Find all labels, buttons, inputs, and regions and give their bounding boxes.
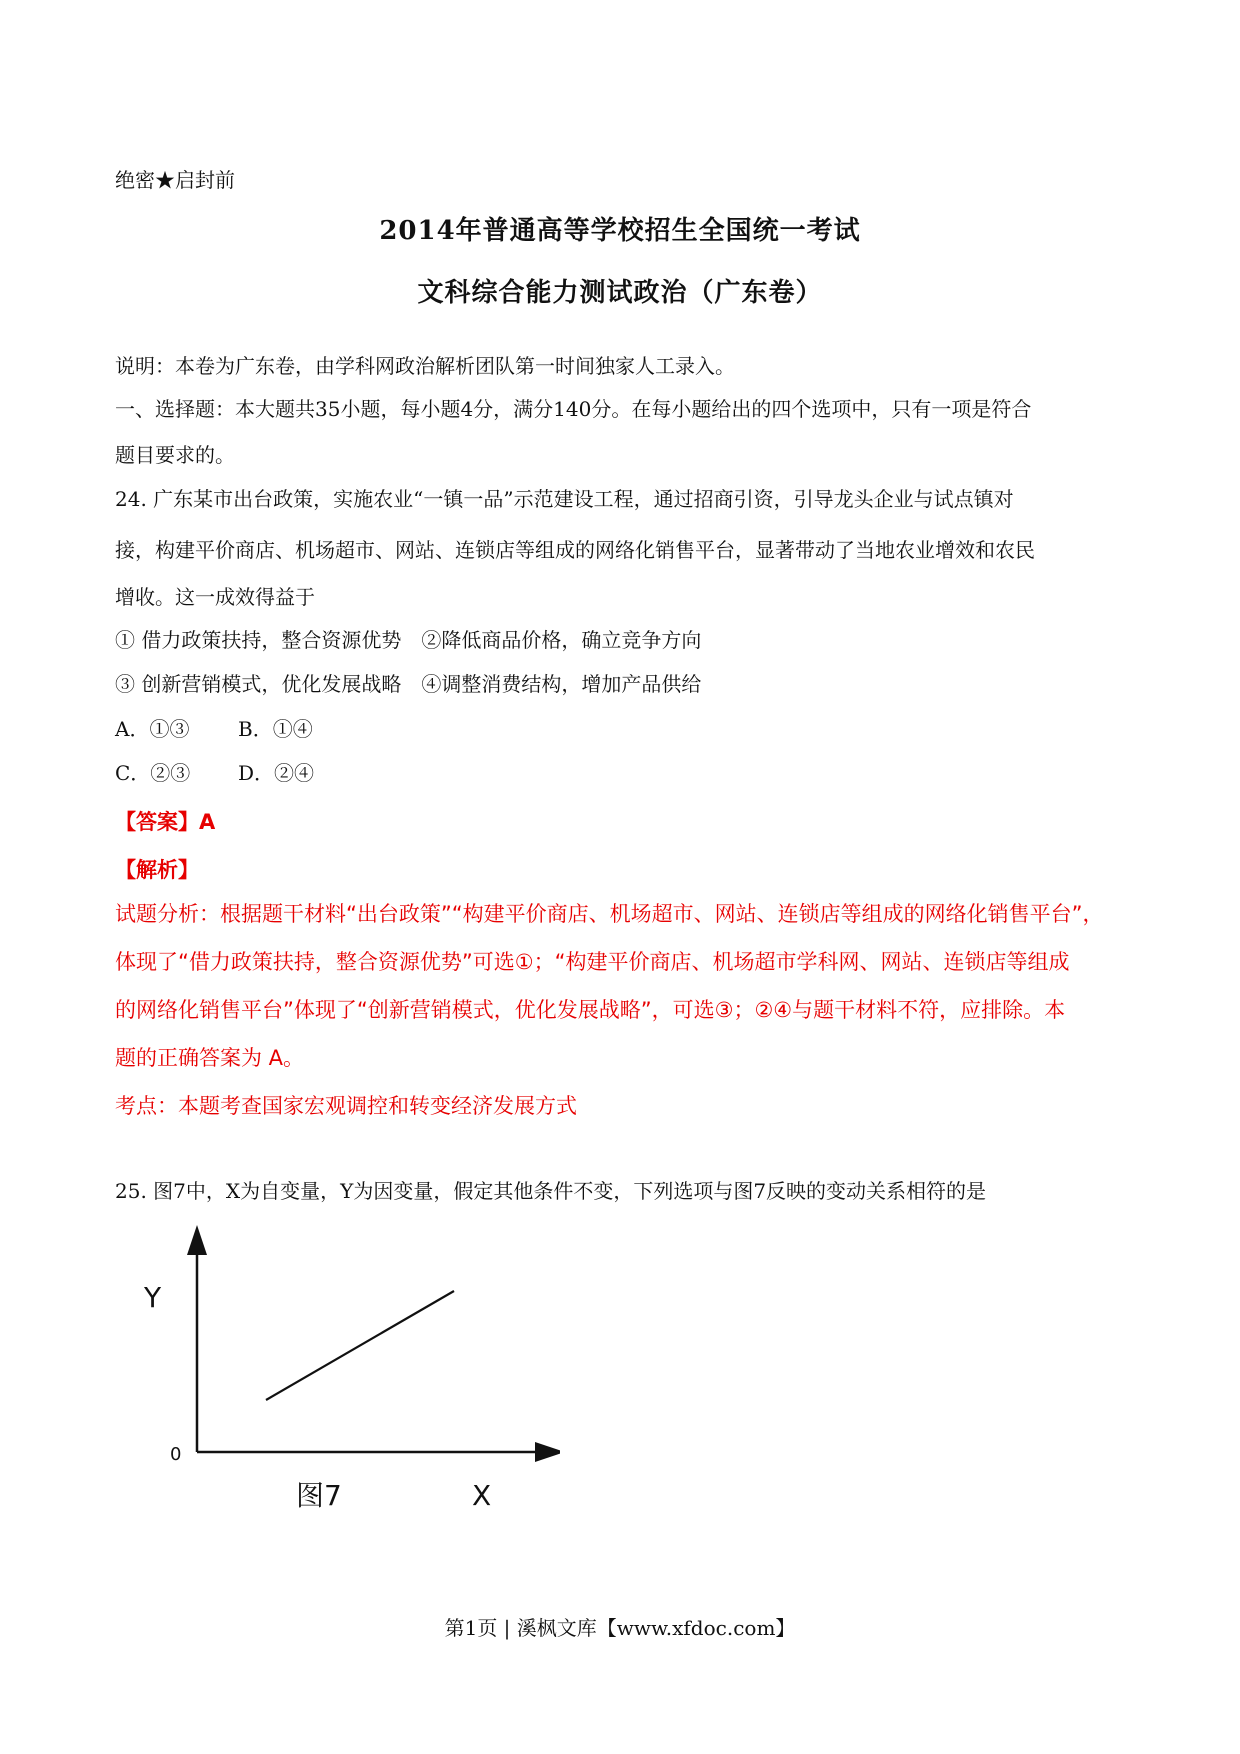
secret-label: 绝密★启封前 (115, 168, 235, 192)
q24-analysis-line1: 试题分析：根据题干材料“出台政策”“构建平价商店、机场超市、网站、连锁店等组成的网络化销售平台”， (115, 902, 1104, 926)
y-axis-label: Y (144, 1281, 162, 1314)
q24-statements-line2: ③ 创新营销模式，优化发展战略 ④调整消费结构，增加产品供给 (115, 672, 702, 696)
page-footer: 第1页 | 溪枫文库【www.xfdoc.com】 (444, 1616, 796, 1640)
q25-stem: 25. 图7中，X为自变量，Y为因变量，假定其他条件不变，下列选项与图7反映的变动关系相符的是 (115, 1179, 987, 1203)
q24-analysis (115, 890, 1104, 1130)
origin-label: 0 (170, 1444, 182, 1465)
exam-subtitle: 文科综合能力测试政治（广东卷） (417, 278, 823, 308)
intro-note: 说明：本卷为广东卷，由学科网政治解析团队第一时间独家人工录入。 (115, 354, 735, 378)
q24-stem-line2: 接，构建平价商店、机场超市、网站、连锁店等组成的网络化销售平台，显著带动了当地农业增效和农民 (115, 538, 1035, 562)
q24-analysis-line2: 体现了“借力政策扶持，整合资源优势”可选①；“构建平价商店、机场超市学科网、网站、连锁店等组成 (115, 950, 1070, 974)
q24-analysis-line3: 的网络化销售平台”体现了“创新营销模式，优化发展战略”，可选③；②④与题干材料不符，应排除。本 (115, 998, 1066, 1022)
q24-option-a: A．①③ (115, 717, 190, 741)
exam-title: 2014年普通高等学校招生全国统一考试 (379, 216, 861, 246)
q24-option-c: C．②③ (115, 761, 191, 785)
relation-line (266, 1291, 454, 1400)
q24-answer: 【答案】A (115, 810, 216, 834)
q24-analysis-line4: 题的正确答案为 A。 (115, 1046, 305, 1070)
section-instruction-line1: 一、选择题：本大题共35小题，每小题4分，满分140分。在每小题给出的四个选项中，只有一项是符合 (115, 397, 1032, 421)
q24-stem-line3: 增收。这一成效得益于 (115, 585, 315, 609)
figure-caption: 图7 (296, 1479, 342, 1512)
q24-stem-line1: 24. 广东某市出台政策，实施农业“一镇一品”示范建设工程，通过招商引资，引导龙头企业与试点镇对 (115, 487, 1014, 511)
figure-7 (140, 1220, 560, 1520)
q24-option-b: B．①④ (238, 717, 313, 741)
q24-kaodian: 考点：本题考查国家宏观调控和转变经济发展方式 (115, 1094, 577, 1118)
q24-statements-line1: ① 借力政策扶持，整合资源优势 ②降低商品价格，确立竞争方向 (115, 628, 702, 652)
section-instruction-line2: 题目要求的。 (115, 443, 235, 467)
q24-analysis-label: 【解析】 (115, 858, 199, 882)
x-axis-label: X (472, 1479, 492, 1512)
q24-option-d: D．②④ (238, 761, 315, 785)
